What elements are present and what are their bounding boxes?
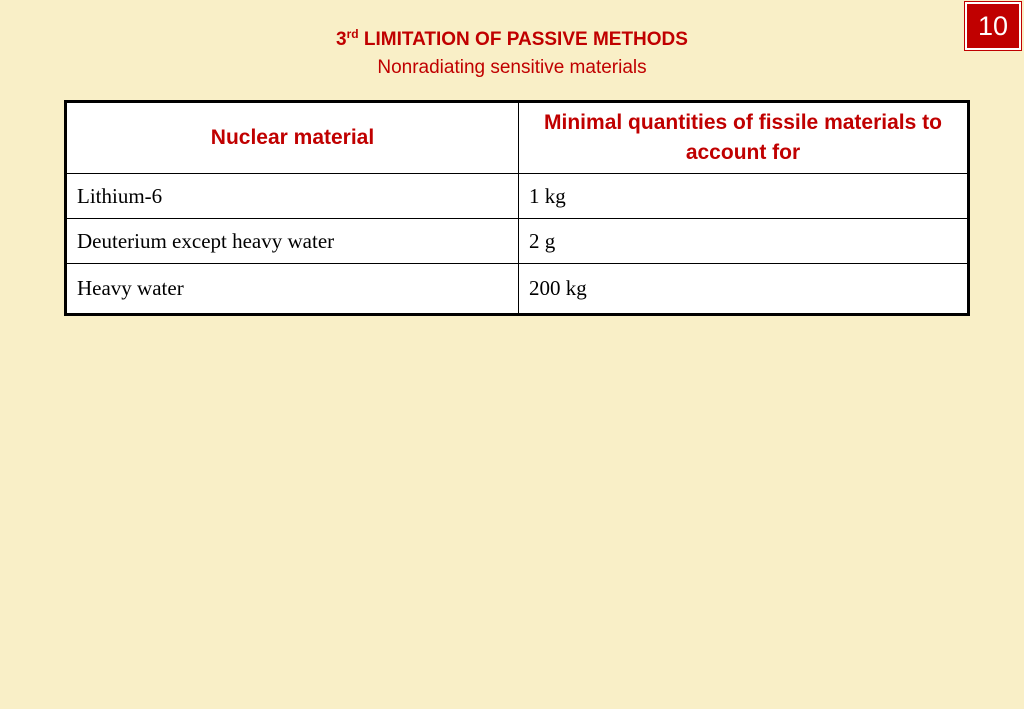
material-cell: Deuterium except heavy water: [66, 219, 519, 264]
slide-header: [0, 26, 1024, 81]
slide-title: [0, 26, 1024, 54]
page-number-badge: 10: [965, 2, 1021, 50]
table-header-row: [66, 102, 969, 174]
quantity-cell: 200 kg: [519, 264, 969, 315]
title-text: LIMITATION OF PASSIVE METHODS: [358, 29, 688, 50]
material-cell: Heavy water: [66, 264, 519, 315]
header-nuclear-material: Nuclear material: [66, 102, 519, 174]
slide-subtitle: Nonradiating sensitive materials: [377, 57, 647, 78]
title-ordinal-suffix: rd: [346, 27, 359, 41]
table-row: [66, 219, 969, 264]
title-ordinal: 3: [336, 29, 347, 50]
materials-table: [64, 100, 970, 316]
material-cell: Lithium-6: [66, 174, 519, 219]
table-row: [66, 174, 969, 219]
header-minimal-quantities: Minimal quantities of fissile materials to account for: [519, 102, 969, 174]
quantity-cell: 2 g: [519, 219, 969, 264]
quantity-cell: 1 kg: [519, 174, 969, 219]
table-row: [66, 264, 969, 315]
